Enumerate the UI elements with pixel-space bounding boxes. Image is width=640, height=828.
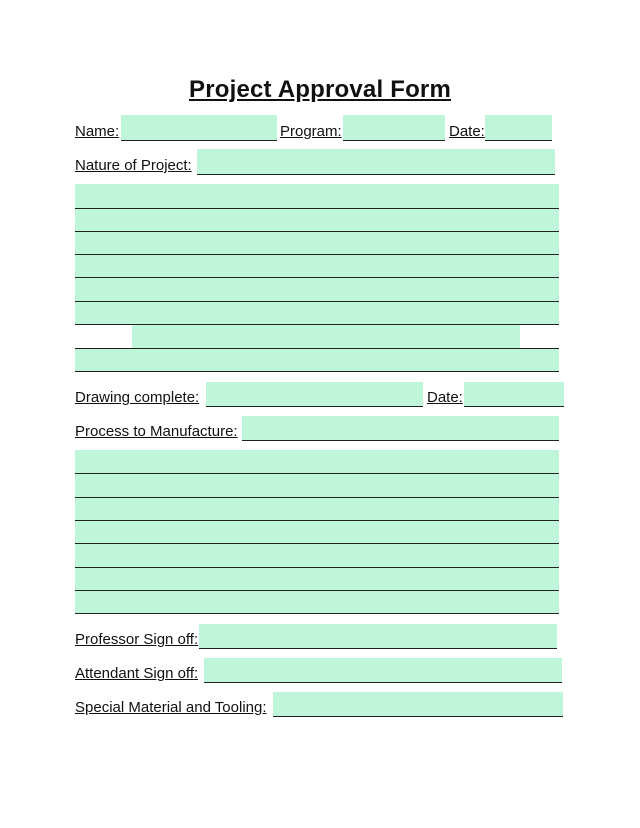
attendant-input[interactable] bbox=[204, 658, 562, 682]
nature-line-4[interactable] bbox=[75, 277, 559, 278]
program-input[interactable] bbox=[343, 115, 445, 140]
attendant-field[interactable] bbox=[204, 658, 562, 683]
process-label: Process to Manufacture: bbox=[75, 423, 238, 440]
professor-input[interactable] bbox=[199, 624, 557, 648]
process-line-2[interactable] bbox=[75, 497, 559, 498]
drawing-field[interactable] bbox=[206, 382, 423, 407]
date-input[interactable] bbox=[485, 115, 552, 140]
process-field[interactable] bbox=[242, 416, 559, 441]
nature-line-3[interactable] bbox=[75, 254, 559, 255]
nature-line-2[interactable] bbox=[75, 231, 559, 232]
drawing-date-input[interactable] bbox=[464, 382, 564, 406]
name-input[interactable] bbox=[121, 115, 277, 140]
nature-field[interactable] bbox=[197, 149, 555, 175]
form-title: Project Approval Form bbox=[188, 76, 452, 103]
program-field[interactable] bbox=[343, 115, 445, 141]
special-field[interactable] bbox=[273, 692, 563, 717]
process-line-7[interactable] bbox=[75, 613, 559, 614]
name-label: Name: bbox=[75, 123, 120, 140]
process-line-1[interactable] bbox=[75, 473, 559, 474]
special-label: Special Material and Tooling: bbox=[75, 699, 267, 716]
special-input[interactable] bbox=[273, 692, 563, 716]
process-input[interactable] bbox=[242, 416, 559, 440]
process-line-6[interactable] bbox=[75, 590, 559, 591]
nature-lines-band-bottom bbox=[75, 348, 559, 372]
professor-field[interactable] bbox=[199, 624, 557, 649]
nature-line-7[interactable] bbox=[75, 348, 559, 349]
name-field[interactable] bbox=[121, 115, 277, 141]
nature-line-1[interactable] bbox=[75, 208, 559, 209]
drawing-date-label: Date: bbox=[427, 389, 463, 406]
process-line-5[interactable] bbox=[75, 567, 559, 568]
process-line-3[interactable] bbox=[75, 520, 559, 521]
nature-line-5[interactable] bbox=[75, 301, 559, 302]
program-label: Program: bbox=[280, 123, 342, 140]
attendant-label: Attendant Sign off: bbox=[75, 665, 199, 682]
date-label: Date: bbox=[449, 123, 485, 140]
drawing-input[interactable] bbox=[206, 382, 423, 406]
nature-lines-band-mid bbox=[132, 324, 520, 348]
nature-input[interactable] bbox=[197, 149, 555, 174]
date-field[interactable] bbox=[485, 115, 552, 141]
drawing-label: Drawing complete: bbox=[75, 389, 200, 406]
drawing-date-field[interactable] bbox=[464, 382, 564, 407]
nature-label: Nature of Project: bbox=[75, 157, 192, 174]
nature-line-6[interactable] bbox=[75, 324, 559, 325]
nature-line-8[interactable] bbox=[75, 371, 559, 372]
professor-label: Professor Sign off: bbox=[75, 631, 199, 648]
process-line-4[interactable] bbox=[75, 543, 559, 544]
